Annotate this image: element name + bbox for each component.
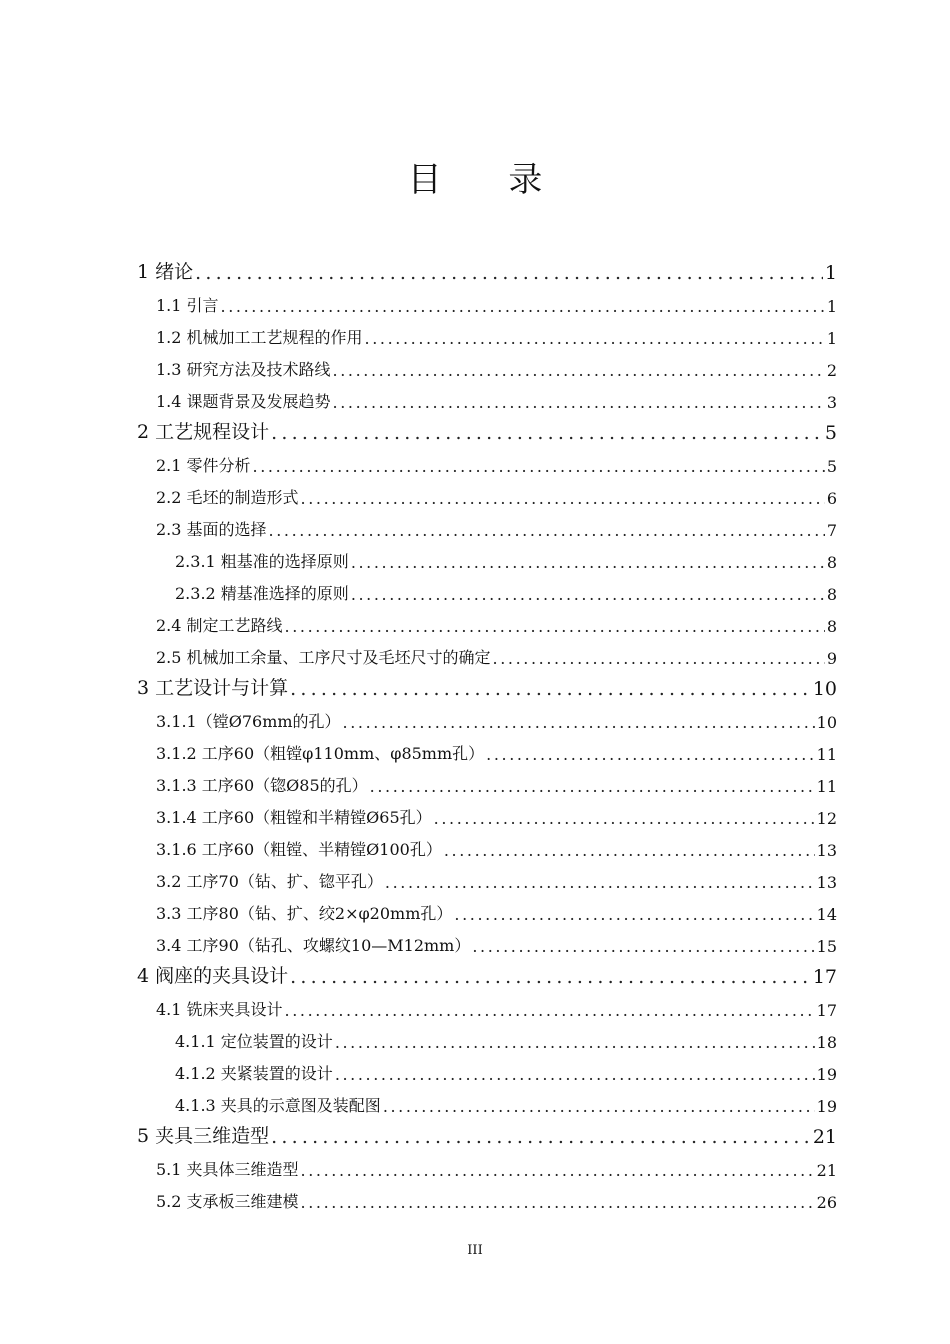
toc-entry-page-number: 3 xyxy=(826,393,837,412)
toc-entry[interactable] xyxy=(175,1020,837,1052)
toc-dot-leader xyxy=(301,489,825,508)
toc-dot-leader xyxy=(333,393,825,412)
toc-entry-title: 1.2 机械加工工艺规程的作用 xyxy=(156,328,363,347)
toc-entry-title: 4.1 铣床夹具设计 xyxy=(156,1000,283,1019)
toc-entry-title: 3.1.1（镗Ø76mm的孔） xyxy=(156,712,341,731)
toc-entry-title: 2.5 机械加工余量、工序尺寸及毛坯尺寸的确定 xyxy=(156,648,491,667)
toc-dot-leader xyxy=(269,521,825,540)
toc-entry-title: 1 绪论 xyxy=(137,261,194,283)
toc-dot-leader xyxy=(444,841,815,860)
toc-entry-title: 2.4 制定工艺路线 xyxy=(156,616,283,635)
toc-entry-page-number: 15 xyxy=(816,937,837,956)
page-number-footer: III xyxy=(467,1243,483,1258)
toc-entry-title: 2.3.2 精基准选择的原则 xyxy=(175,584,349,603)
toc-entry-title: 4.1.3 夹具的示意图及装配图 xyxy=(175,1096,381,1115)
toc-entry[interactable] xyxy=(156,316,837,348)
toc-dot-leader xyxy=(285,1001,815,1020)
toc-entry-page-number: 1 xyxy=(826,297,837,316)
toc-dot-leader xyxy=(335,1033,815,1052)
toc-dot-leader xyxy=(290,678,811,700)
toc-dot-leader xyxy=(493,649,825,668)
toc-entry[interactable] xyxy=(156,988,837,1020)
toc-entry[interactable] xyxy=(156,796,837,828)
toc-dot-leader xyxy=(434,809,815,828)
toc-entry-title: 1.3 研究方法及技术路线 xyxy=(156,360,331,379)
toc-entry-page-number: 6 xyxy=(826,489,837,508)
toc-entry[interactable] xyxy=(156,604,837,636)
toc-dot-leader xyxy=(195,262,823,284)
toc-dot-leader xyxy=(351,585,825,604)
toc-entry-page-number: 21 xyxy=(816,1161,837,1180)
toc-entry-page-number: 21 xyxy=(812,1126,837,1148)
toc-entry[interactable] xyxy=(156,700,837,732)
toc-entry-title: 3.1.3 工序60（锪Ø85的孔） xyxy=(156,776,368,795)
toc-entry-page-number: 13 xyxy=(816,841,837,860)
toc-entry-title: 3.1.4 工序60（粗镗和半精镗Ø65孔） xyxy=(156,808,432,827)
toc-entry-title: 2.3.1 粗基准的选择原则 xyxy=(175,552,349,571)
toc-entry-title: 3.1.6 工序60（粗镗、半精镗Ø100孔） xyxy=(156,840,442,859)
toc-entry-title: 3.4 工序90（钻孔、攻螺纹10—M12mm） xyxy=(156,936,471,955)
toc-entry-page-number: 14 xyxy=(816,905,837,924)
toc-entry-title: 3.2 工序70（钻、扩、锪平孔） xyxy=(156,872,383,891)
toc-entry-title: 1.4 课题背景及发展趋势 xyxy=(156,392,331,411)
toc-dot-leader xyxy=(486,745,814,764)
toc-dot-leader xyxy=(335,1065,815,1084)
toc-entry-title: 3 工艺设计与计算 xyxy=(137,677,289,699)
toc-dot-leader xyxy=(383,1097,815,1116)
toc-entry-title: 4 阀座的夹具设计 xyxy=(137,965,289,987)
toc-entry-title: 3.1.2 工序60（粗镗φ110mm、φ85mm孔） xyxy=(156,744,485,763)
toc-entry[interactable] xyxy=(156,380,837,412)
toc-entry-page-number: 13 xyxy=(816,873,837,892)
toc-dot-leader xyxy=(365,329,825,348)
toc-entry-title: 2.3 基面的选择 xyxy=(156,520,267,539)
toc-entry[interactable] xyxy=(175,1052,837,1084)
toc-dot-leader xyxy=(290,966,811,988)
toc-dot-leader xyxy=(253,457,825,476)
toc-entry[interactable] xyxy=(156,476,837,508)
toc-entry-page-number: 10 xyxy=(812,678,837,700)
toc-entry[interactable] xyxy=(156,444,837,476)
page-title: 目 录 xyxy=(407,160,571,200)
toc-entry-page-number: 12 xyxy=(816,809,837,828)
toc-entry[interactable] xyxy=(156,860,837,892)
toc-entry[interactable] xyxy=(137,668,837,700)
toc-entry-page-number: 11 xyxy=(816,777,837,796)
toc-entry[interactable] xyxy=(137,956,837,988)
toc-entry-page-number: 10 xyxy=(816,713,837,732)
toc-entry-page-number: 7 xyxy=(826,521,837,540)
toc-entry-page-number: 8 xyxy=(826,585,837,604)
toc-entry-title: 3.3 工序80（钻、扩、绞2×φ20mm孔） xyxy=(156,904,453,923)
toc-dot-leader xyxy=(351,553,825,572)
toc-dot-leader xyxy=(385,873,815,892)
toc-entry[interactable] xyxy=(137,1116,837,1148)
toc-entry-page-number: 1 xyxy=(824,262,837,284)
toc-entry[interactable] xyxy=(156,828,837,860)
toc-dot-leader xyxy=(301,1161,815,1180)
toc-entry-page-number: 19 xyxy=(816,1097,837,1116)
toc-entry[interactable] xyxy=(156,1180,837,1212)
toc-entry-page-number: 18 xyxy=(816,1033,837,1052)
toc-entry-title: 2.1 零件分析 xyxy=(156,456,251,475)
toc-dot-leader xyxy=(472,937,814,956)
toc-entry[interactable] xyxy=(175,572,837,604)
toc-entry-page-number: 1 xyxy=(826,329,837,348)
toc-dot-leader xyxy=(343,713,815,732)
toc-entry-page-number: 17 xyxy=(816,1001,837,1020)
toc-entry[interactable] xyxy=(156,636,837,668)
toc-entry-page-number: 8 xyxy=(826,553,837,572)
toc-entry[interactable] xyxy=(156,1148,837,1180)
toc-entry-page-number: 5 xyxy=(826,457,837,476)
toc-dot-leader xyxy=(271,422,823,444)
toc-entry-page-number: 5 xyxy=(824,422,837,444)
toc-entry[interactable] xyxy=(156,732,837,764)
toc-entry[interactable] xyxy=(156,284,837,316)
toc-entry-page-number: 26 xyxy=(816,1193,837,1212)
toc-dot-leader xyxy=(370,777,815,796)
toc-dot-leader xyxy=(285,617,825,636)
toc-entry-title: 5 夹具三维造型 xyxy=(137,1125,270,1147)
toc-dot-leader xyxy=(271,1126,811,1148)
toc-entry-title: 5.1 夹具体三维造型 xyxy=(156,1160,299,1179)
toc-entry-page-number: 8 xyxy=(826,617,837,636)
toc-entry[interactable] xyxy=(156,348,837,380)
toc-entry-title: 5.2 支承板三维建模 xyxy=(156,1192,299,1211)
toc-dot-leader xyxy=(221,297,825,316)
toc-entry-page-number: 2 xyxy=(826,361,837,380)
toc-entry-title: 4.1.2 夹紧装置的设计 xyxy=(175,1064,333,1083)
toc-dot-leader xyxy=(333,361,825,380)
toc-entry[interactable] xyxy=(156,924,837,956)
toc-entry[interactable] xyxy=(156,764,837,796)
toc-entry[interactable] xyxy=(156,892,837,924)
toc-entry-page-number: 9 xyxy=(826,649,837,668)
toc-entry-title: 1.1 引言 xyxy=(156,296,219,315)
toc-dot-leader xyxy=(454,905,814,924)
toc-entry-page-number: 19 xyxy=(816,1065,837,1084)
toc-entry[interactable] xyxy=(137,412,837,444)
toc-entry-page-number: 17 xyxy=(812,966,837,988)
toc-entry-title: 2 工艺规程设计 xyxy=(137,421,270,443)
toc-entry-title: 4.1.1 定位装置的设计 xyxy=(175,1032,333,1051)
toc-entry[interactable] xyxy=(175,540,837,572)
toc-entry[interactable] xyxy=(156,508,837,540)
toc-entry[interactable] xyxy=(175,1084,837,1116)
toc-entry-title: 2.2 毛坯的制造形式 xyxy=(156,488,299,507)
toc-entry-page-number: 11 xyxy=(816,745,837,764)
toc-entry[interactable] xyxy=(137,252,837,284)
toc-dot-leader xyxy=(301,1193,815,1212)
